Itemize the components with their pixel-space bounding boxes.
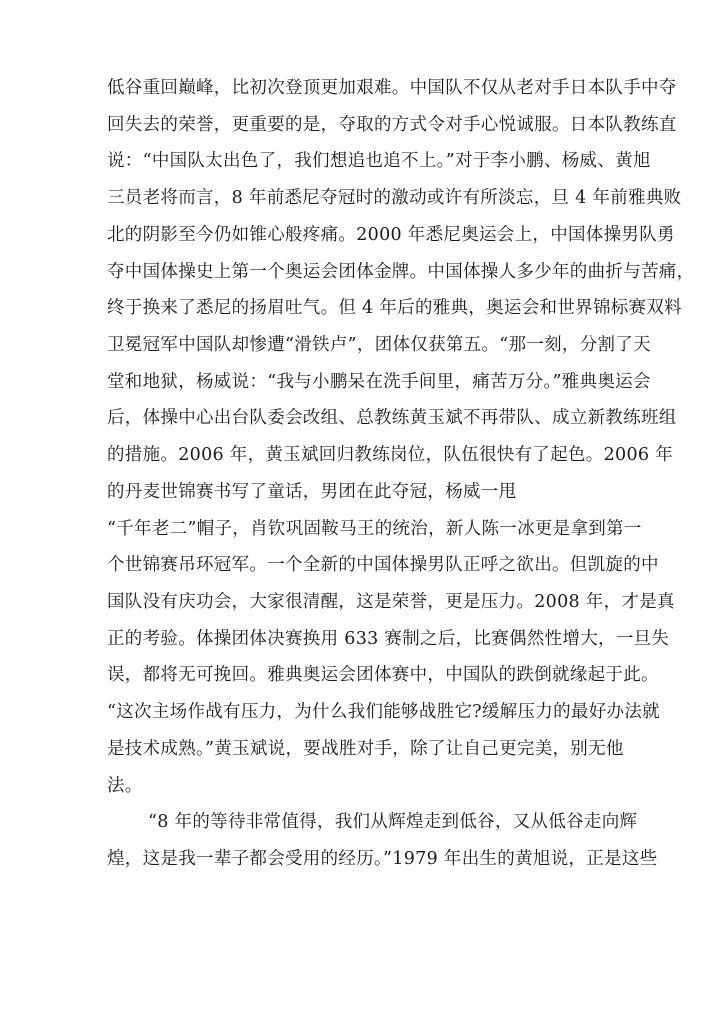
text-line: 卫冕冠军中国队却惨遭“滑铁卢”，团体仅获第五。“那一刻，分割了天 bbox=[107, 335, 651, 355]
text-line: 回失去的荣誉，更重要的是，夺取的方式令对手心悦诚服。日本队教练直 bbox=[107, 115, 677, 135]
text-line: “千年老二”帽子，肖钦巩固鞍马王的统治，新人陈一冰更是拿到第一 bbox=[107, 519, 642, 539]
text-line: 三员老将而言，8 年前悉尼夺冠时的激动或许有所淡忘，旦 4 年前雅典败 bbox=[107, 188, 682, 208]
text-line: 堂和地狱，杨威说：“我与小鹏呆在洗手间里，痛苦万分。”雅典奥运会 bbox=[107, 372, 651, 392]
text-line: 后，体操中心出台队委会改组、总教练黄玉斌不再带队、成立新教练班组 bbox=[107, 408, 677, 428]
text-line: 低谷重回巅峰，比初次登顶更加艰难。中国队不仅从老对手日本队手中夺 bbox=[107, 78, 677, 98]
text-line: 国队没有庆功会，大家很清醒，这是荣誉，更是压力。2008 年，才是真 bbox=[107, 592, 675, 612]
text-line: 说：“中国队太出色了，我们想追也追不上。”对于李小鹏、杨威、黄旭 bbox=[107, 151, 651, 171]
text-line: 正的考验。体操团体决赛换用 633 赛制之后，比赛偶然性增大，一旦失 bbox=[107, 629, 670, 649]
text-line: 终于换来了悉尼的扬眉吐气。但 4 年后的雅典，奥运会和世界锦标赛双料 bbox=[107, 298, 682, 318]
text-line: “8 年的等待非常值得，我们从辉煌走到低谷，又从低谷走向辉 bbox=[148, 812, 638, 832]
text-line: 北的阴影至今仍如锥心般疼痛。2000 年悉尼奥运会上，中国体操男队勇 bbox=[107, 225, 675, 245]
text-line: “这次主场作战有压力，为什么我们能够战胜它?缓解压力的最好办法就 bbox=[107, 702, 660, 722]
text-line: 个世锦赛吊环冠军。一个全新的中国体操男队正呼之欲出。但凯旋的中 bbox=[107, 555, 659, 575]
text-line: 夺中国体操史上第一个奥运会团体金牌。中国体操人多少年的曲折与苦痛， bbox=[107, 262, 695, 282]
text-line: 的措施。2006 年，黄玉斌回归教练岗位，队伍很快有了起色。2006 年 bbox=[107, 445, 673, 465]
text-line: 的丹麦世锦赛书写了童话，男团在此夺冠，杨威一甩 bbox=[107, 482, 517, 502]
text-line: 法。 bbox=[107, 776, 143, 796]
text-line: 煌，这是我一辈子都会受用的经历。”1979 年出生的黄旭说，正是这些 bbox=[107, 849, 658, 869]
text-line: 误，都将无可挽回。雅典奥运会团体赛中，中国队的跌倒就缘起于此。 bbox=[107, 665, 659, 685]
text-line: 是技术成熟。”黄玉斌说，要战胜对手，除了让自己更完美，别无他 bbox=[107, 739, 624, 759]
